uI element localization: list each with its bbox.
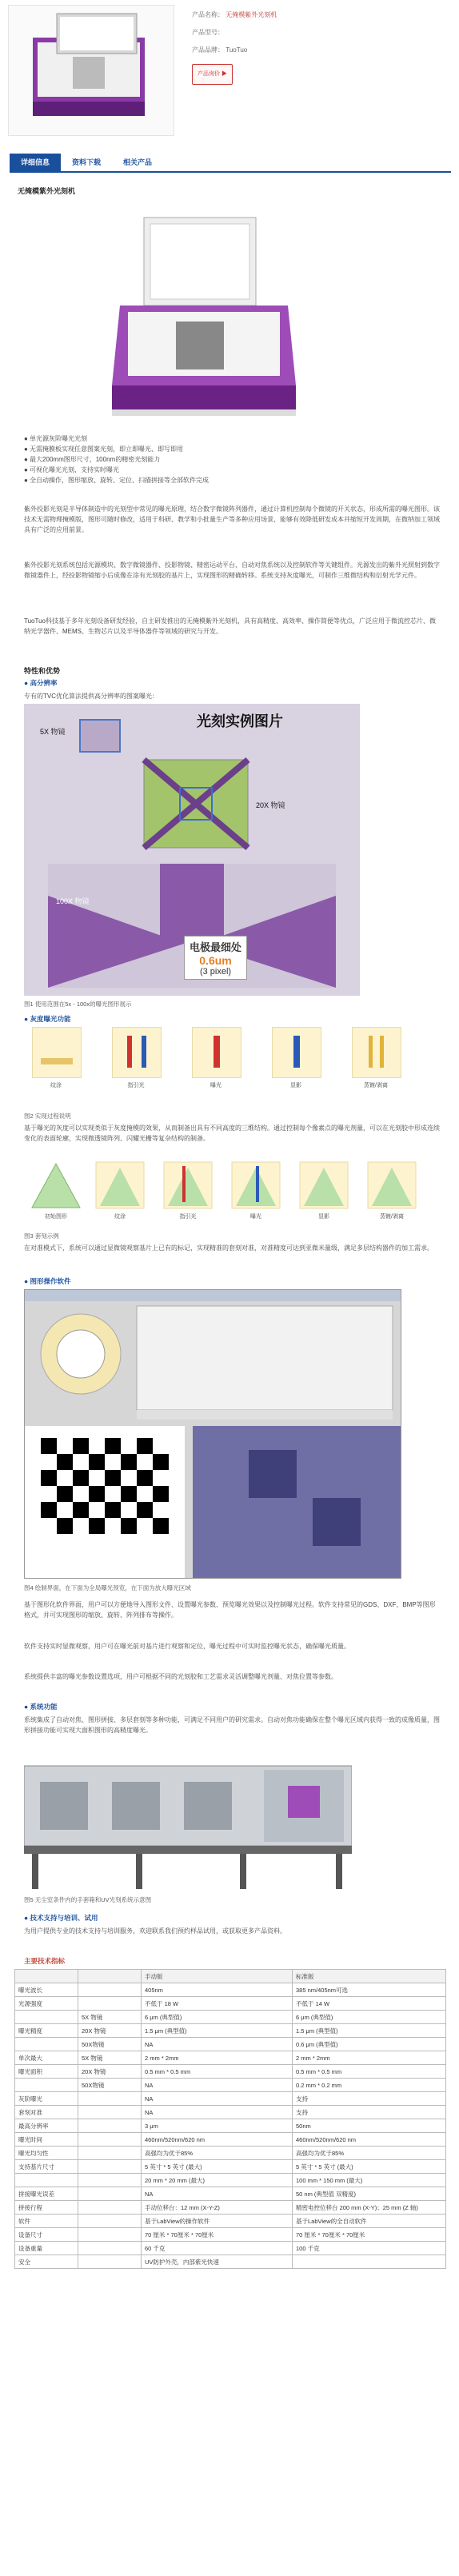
spec-row	[15, 2201, 446, 2215]
machine-photo-illustration	[96, 210, 320, 425]
spec-cell: 设备尺寸	[15, 2228, 78, 2242]
spec-cell: 385 nm/405nm可选	[293, 1983, 446, 1997]
tile-label: 纹涂	[50, 1083, 62, 1088]
bullet-item: ● 单光源灰阶曝光光刻	[24, 435, 88, 442]
spec-cell: 2 mm * 2mm	[142, 2051, 293, 2065]
spec-cell	[15, 2079, 78, 2092]
spec-cell	[78, 1983, 142, 1997]
min-line-title: 电极最细处	[190, 941, 242, 953]
label-20x: 20X 物镜	[256, 801, 285, 809]
spec-cell	[15, 2174, 78, 2187]
product-name: 无掩模紫外光刻机	[226, 11, 277, 18]
spec-cell: 20 mm * 20 mm (最大)	[142, 2174, 293, 2187]
tile-lift-off	[352, 1027, 401, 1078]
spec-row	[15, 2051, 446, 2065]
spec-cell: 曝光精度	[15, 2024, 78, 2038]
spec-cell: 70 厘米 * 70厘米 * 70厘米	[293, 2228, 446, 2242]
spec-row	[15, 2079, 446, 2092]
spec-row	[15, 2160, 446, 2174]
label-5x: 5X 物镜	[40, 728, 66, 736]
spec-cell: 6 μm (典型值)	[142, 2011, 293, 2024]
spec-cell: 光源强度	[15, 1997, 78, 2011]
spec-header-cell: 手动版	[142, 1970, 293, 1983]
min-line-callout	[184, 936, 247, 980]
spec-cell: NA	[142, 2079, 293, 2092]
spec-cell	[15, 2038, 78, 2051]
feature-5-text: 为用户提供专业的技术支持与培训服务，欢迎联系我们预约样品试用，或获取更多产品资料。	[24, 1927, 286, 1935]
spec-row	[15, 2242, 446, 2255]
fig5-caption: 图5 无尘室条件内的手套箱和UV光刻系统示意图	[24, 1896, 152, 1903]
spec-row	[15, 2024, 446, 2038]
tile-label: 显影	[318, 1214, 329, 1220]
feature-1-title: ● 高分辨率	[24, 679, 58, 687]
spec-cell	[78, 2106, 142, 2119]
spec-cell	[78, 2133, 142, 2147]
tile-exposure	[192, 1027, 241, 1078]
spec-cell	[78, 2174, 142, 2187]
feature-3-title: ● 图形操作软件	[24, 1277, 71, 1285]
spec-cell: 曝光波长	[15, 1983, 78, 1997]
spec-cell: 曝光时间	[15, 2133, 78, 2147]
tile-label: 蒸镀/剥离	[380, 1214, 404, 1220]
intro-paragraph-3: TuoTuo科技基于多年光刻设备研发经验，自主研发推出的无掩模紫外光刻机，具有高精度、高效率、操作简便等优点，广泛应用于微流控芯片、微纳光学器件、MEMS、生物芯片以及半导体器件等领域的研究与开发。	[24, 617, 436, 635]
fig1-caption: 图1 使用范围在5x - 100x的曝光图形展示	[24, 1000, 132, 1008]
tile-label: 曝光	[250, 1214, 261, 1220]
tile-label: 纹涂	[114, 1214, 126, 1220]
tile-label: 蒸镀/剥离	[364, 1083, 388, 1088]
bullet-item: ● 全自动操作，图形缩放、旋转、定位、扫描拼接等全部软件完成	[24, 477, 210, 484]
spec-cell: 灰阶曝光	[15, 2092, 78, 2106]
spec-cell: 60 千克	[142, 2242, 293, 2255]
spec-row	[15, 2215, 446, 2228]
tile-label: 显影	[290, 1083, 301, 1088]
bullet-item: ● 可视化曝光光刻，支持实时曝光	[24, 466, 120, 473]
photo-title: 光刻实例图片	[197, 713, 283, 729]
spec-cell: 460nm/520nm/620 nm	[293, 2133, 446, 2147]
spec-table-wrap	[14, 1969, 446, 2269]
features-title: 特性和优势	[24, 667, 61, 675]
spec-cell: 20X 物镜	[78, 2065, 142, 2079]
fig3-text: 在对准模式下，系统可以通过显微镜观察基片上已有的标记，实现精准的套刻对准，对准精度可达到亚微米量级，满足多层结构器件的加工需求。	[24, 1244, 433, 1252]
spec-cell: 3 μm	[142, 2119, 293, 2133]
fig3-caption: 图3 套刻示例	[24, 1232, 59, 1240]
spec-cell: 支持基片尺寸	[15, 2160, 78, 2174]
spec-cell: 70 厘米 * 70厘米 * 70厘米	[142, 2228, 293, 2242]
spec-cell: 5X 物镜	[78, 2011, 142, 2024]
feature-2-title: ● 灰度曝光功能	[24, 1015, 71, 1023]
spec-cell: 拼接行程	[15, 2201, 78, 2215]
brand-label: 产品品牌：	[192, 46, 224, 54]
feature-4-text: 系统集成了自动对焦、图形拼接、多层套刻等多种功能，可满足不同用户的研究需求。自动对焦功能确保在整个曝光区域内获得一致的成像质量，图形拼接功能可实现大面积图形的高精度曝光。	[24, 1716, 440, 1734]
spec-cell: 50X物镜	[78, 2038, 142, 2051]
spec-cell: 精密电控位移台 200 mm (X-Y)；25 mm (Z 轴)	[293, 2201, 446, 2215]
spec-cell: NA	[142, 2092, 293, 2106]
spec-cell	[78, 2242, 142, 2255]
feature-5-title: ● 技术支持与培训、试用	[24, 1914, 98, 1922]
spec-cell: 100 mm * 150 mm (最大)	[293, 2174, 446, 2187]
spec-cell: 50nm	[293, 2119, 446, 2133]
spec-row	[15, 2065, 446, 2079]
tile-label: 指引光	[127, 1083, 145, 1088]
tile-guide-light	[112, 1027, 162, 1078]
spec-row	[15, 1983, 446, 1997]
spec-row	[15, 2106, 446, 2119]
software-paragraph-2: 软件支持实时显微观察，用户可在曝光前对基片进行观察和定位，曝光过程中可实时监控曝光状态，确保曝光质量。	[24, 1643, 350, 1650]
tab-details[interactable]: 详细信息	[10, 154, 61, 171]
section-title: 无掩模紫外光刻机	[18, 187, 76, 195]
bullet-list	[24, 433, 440, 485]
spec-cell: 460nm/520nm/620 nm	[142, 2133, 293, 2147]
spec-cell: 拼接曝光误差	[15, 2187, 78, 2201]
spec-cell: 不低于 14 W	[293, 1997, 446, 2011]
spec-cell: 曝光面积	[15, 2065, 78, 2079]
spec-cell: UV防护外壳，内部紫光快速	[142, 2255, 293, 2269]
spec-row	[15, 2011, 446, 2024]
spec-cell	[78, 2187, 142, 2201]
glovebox-photo	[24, 1750, 352, 1891]
spec-cell: 最高分辨率	[15, 2119, 78, 2133]
spec-row	[15, 2038, 446, 2051]
spec-row	[15, 1997, 446, 2011]
product-name-row	[192, 6, 448, 24]
fig2-text: 基于曝光的灰度可以实现类似于灰度掩模的效果，从而制备出具有不同高度的三维结构。通过控制每个像素点的曝光剂量，可以在光刻胶中形成连续变化的表面轮廓，实现微透镜阵列、闪耀光栅等复杂结构的制备。	[24, 1124, 440, 1142]
spec-cell: 1.5 μm (典型值)	[142, 2024, 293, 2038]
tile-coating	[32, 1027, 82, 1078]
spec-cell: 50 nm (典型值 双精度)	[293, 2187, 446, 2201]
fig2-caption: 图2 实现过程说明	[24, 1112, 71, 1120]
spec-cell: 软件	[15, 2215, 78, 2228]
spec-cell: 6 μm (典型值)	[293, 2011, 446, 2024]
spec-cell: 安全	[15, 2255, 78, 2269]
tile-label: 指引光	[179, 1214, 197, 1220]
spec-cell: 0.5 mm * 0.5 mm	[293, 2065, 446, 2079]
spec-cell: 5 英寸 * 5 英寸 (最大)	[142, 2160, 293, 2174]
spec-cell	[78, 2092, 142, 2106]
spec-cell: NA	[142, 2038, 293, 2051]
spec-row	[15, 2187, 446, 2201]
spec-title: 主要技术指标	[24, 1957, 66, 1965]
tile-develop	[272, 1027, 321, 1078]
feature-4-title: ● 系统功能	[24, 1703, 58, 1711]
product-info	[192, 6, 448, 82]
spec-cell	[78, 2228, 142, 2242]
spec-cell: 5 英寸 * 5 英寸 (最大)	[293, 2160, 446, 2174]
spec-cell: 单次最大	[15, 2051, 78, 2065]
overlay-triangles	[24, 1160, 440, 1212]
spec-cell	[78, 2160, 142, 2174]
software-paragraph-3: 系统提供丰富的曝光参数设置选项，用户可根据不同的光刻胶和工艺需求灵活调整曝光剂量、对焦位置等参数。	[24, 1673, 337, 1680]
bullet-item: ● 无需掩膜板实现任意图案光刻，即立即曝光、即写即用	[24, 445, 184, 453]
product-thumbnail[interactable]	[8, 5, 174, 136]
spec-cell: 高强均为优于85%	[293, 2147, 446, 2160]
spec-cell: 0.2 mm * 0.2 mm	[293, 2079, 446, 2092]
spec-cell: 基于LabView的全自动软件	[293, 2215, 446, 2228]
feature-1-text: 专有的TVC优化算法提供高分辨率的图案曝光：	[24, 693, 158, 700]
spec-table	[14, 1969, 446, 2269]
spec-cell	[78, 2147, 142, 2160]
intro-paragraph-1: 紫外投影光刻是半导体制造中的光刻型中常见的曝光原理，结合数字微镜阵列器件，通过计算机控制每个微镜的开关状态，形成所需的曝光图形。该技术无需物理掩模版，图形可随时修改，适用于科研、教学和小批量生产等多种应用场景，能够有效降低研发成本并缩短开发周期，在微纳加工领域具有广泛的应用前景。	[24, 505, 440, 533]
spec-row	[15, 2119, 446, 2133]
spec-row	[15, 2174, 446, 2187]
spec-cell: 套刻对准	[15, 2106, 78, 2119]
bullet-item: ● 最大200mm图形尺寸，100nm的精密光刻能力	[24, 456, 161, 463]
spec-row	[15, 2133, 446, 2147]
spec-cell	[78, 2215, 142, 2228]
lithography-example-photo	[24, 704, 360, 996]
brand-row	[192, 42, 448, 59]
spec-cell: 50X物镜	[78, 2079, 142, 2092]
software-screenshot	[24, 1289, 401, 1579]
software-paragraph-1: 基于图形化软件界面，用户可以方便地导入图形文件、设置曝光参数、预览曝光效果以及控制曝光过程。软件支持常见的GDS、DXF、BMP等图形格式，并可实现图形的缩放、旋转、阵列排布等操作。	[24, 1601, 436, 1619]
process-tiles-row-1	[24, 1027, 440, 1099]
tile-label: 曝光	[210, 1083, 222, 1088]
spec-cell	[78, 2119, 142, 2133]
glovebox-illustration	[24, 1750, 352, 1891]
spec-row	[15, 2228, 446, 2242]
spec-cell: 不低于 18 W	[142, 1997, 293, 2011]
product-name-label: 产品名称：	[192, 11, 224, 18]
spec-cell: 基于LabView的操作软件	[142, 2215, 293, 2228]
spec-row	[15, 2255, 446, 2269]
spec-cell: NA	[142, 2187, 293, 2201]
spec-cell: 手动位移台：12 mm (X-Y-Z)	[142, 2201, 293, 2215]
spec-cell	[15, 2011, 78, 2024]
machine-photo	[96, 210, 320, 425]
spec-cell: 405nm	[142, 1983, 293, 1997]
tab-downloads[interactable]: 资料下载	[72, 158, 102, 166]
intro-paragraph-2: 紫外投影光刻系统包括光源模块、数字微镜器件、投影物镜、精密运动平台、自动对焦系统以及控制软件等关键组件。光源发出的紫外光照射到数字微镜器件上，经投影物镜缩小后成像在涂有光刻胶的基片上，实现图形的精确转移。系统支持灰度曝光，可制作三维微结构和衍射光学元件。	[24, 561, 440, 579]
spec-row	[15, 2147, 446, 2160]
spec-row	[15, 2092, 446, 2106]
spec-cell	[293, 2255, 446, 2269]
spec-cell: 5X 物镜	[78, 2051, 142, 2065]
product-model-label: 产品型号：	[192, 29, 224, 36]
spec-cell: 1.5 μm (典型值)	[293, 2024, 446, 2038]
spec-cell	[78, 1997, 142, 2011]
spec-header-row	[15, 1970, 446, 1983]
spec-cell	[78, 2255, 142, 2269]
tab-related[interactable]: 相关产品	[123, 158, 153, 166]
spec-header-cell: 标准版	[293, 1970, 446, 1983]
process-tiles-row-2	[24, 1160, 440, 1224]
software-ui-illustration	[25, 1290, 401, 1578]
spec-cell: 0.5 mm * 0.5 mm	[142, 2065, 293, 2079]
spec-cell: 高强均为优于85%	[142, 2147, 293, 2160]
inquiry-button[interactable]: 产品询价 ▶	[192, 64, 233, 85]
machine-illustration	[9, 6, 174, 135]
spec-header-cell	[78, 1970, 142, 1983]
spec-cell: 100 千克	[293, 2242, 446, 2255]
spec-cell: 设备重量	[15, 2242, 78, 2255]
min-line-value: 0.6um	[199, 954, 232, 967]
spec-cell: 支持	[293, 2092, 446, 2106]
spec-cell: 20X 物镜	[78, 2024, 142, 2038]
spec-cell: 曝光均匀性	[15, 2147, 78, 2160]
product-model-row	[192, 24, 448, 42]
spec-cell: NA	[142, 2106, 293, 2119]
brand-value: TuoTuo	[226, 46, 248, 54]
min-line-pixel: (3 pixel)	[199, 967, 232, 976]
tile-label: 初始图形	[45, 1214, 67, 1220]
fig4-caption: 图4 绘制界面，在下面为全局曝光预览，在下面为放大曝光区域	[24, 1584, 191, 1592]
label-100x: 100X 物镜	[56, 897, 90, 905]
tab-bar	[10, 154, 451, 173]
spec-cell: 0.6 μm (典型值)	[293, 2038, 446, 2051]
spec-header-cell	[15, 1970, 78, 1983]
spec-cell: 2 mm * 2mm	[293, 2051, 446, 2065]
spec-cell: 支持	[293, 2106, 446, 2119]
spec-cell	[78, 2201, 142, 2215]
